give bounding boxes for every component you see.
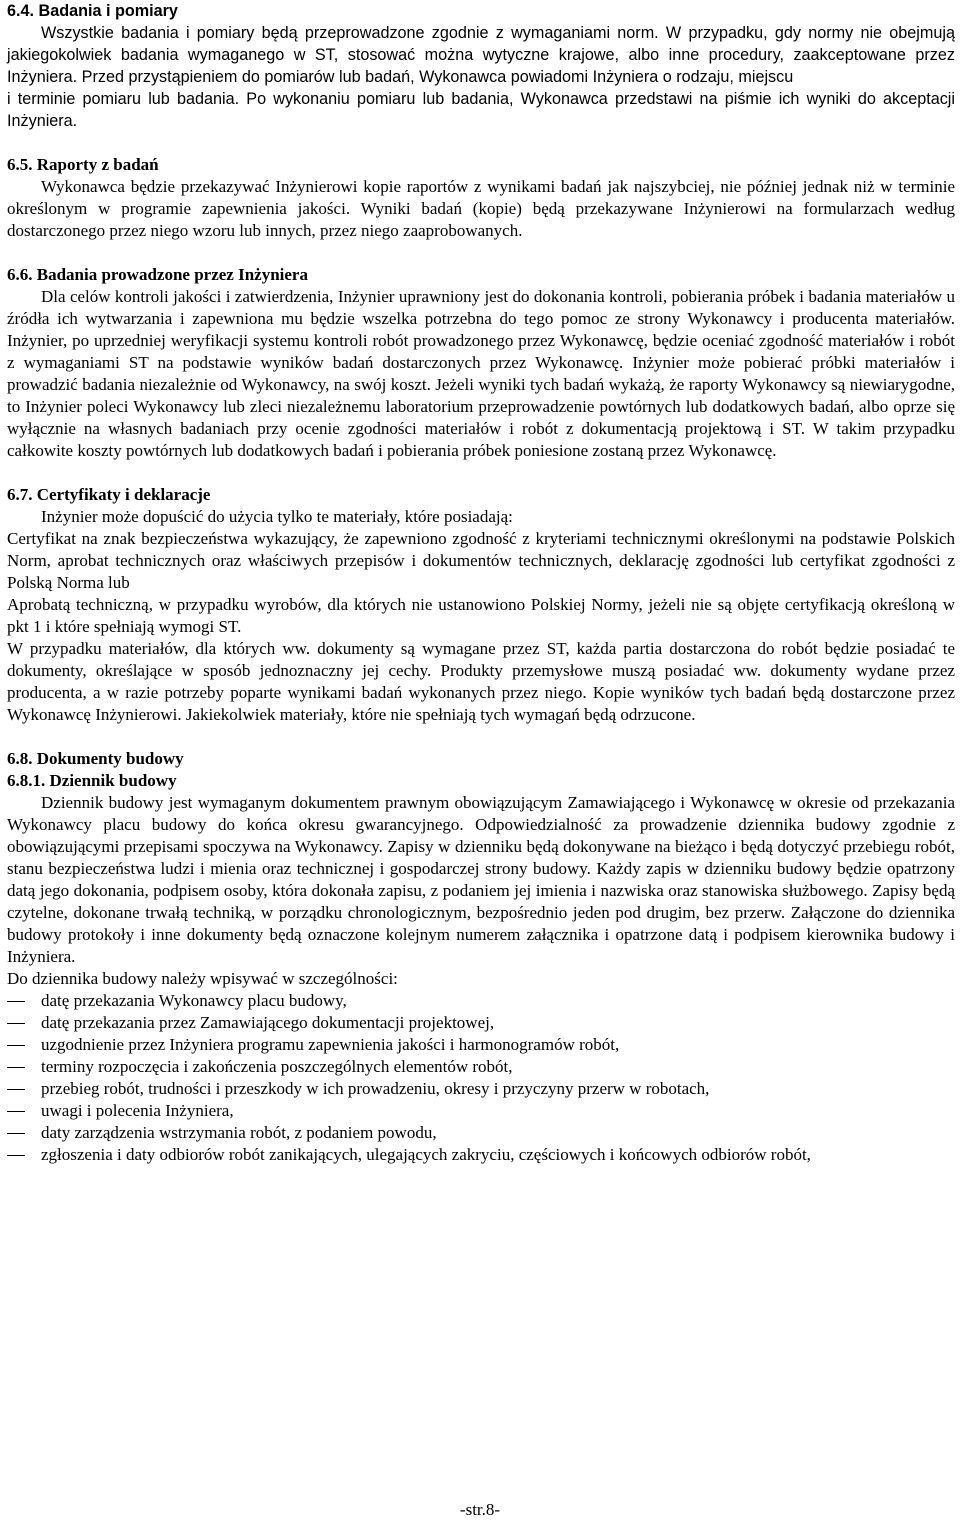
section-6-7-paragraph: W przypadku materiałów, dla których ww. dokumenty są wymagane przez ST, każda partia dostarczona do robót będzie posiadać te dokumenty, określające w sposób jednoznaczny jej cechy. Produkty przemysłowe muszą posiadać ww. dokumenty wydane przez producenta, a w razie potrzeby poparte wynikami badań wykonanych przez niego. Kopie wyników tych badań będą dostarczone przez Wykonawcę Inżynierowi. Jakiekolwiek materiały, które nie spełniają tych wymagań będą odrzucone. <box>7 639 955 724</box>
dash-icon <box>7 1133 25 1134</box>
section-6-8-1-heading: 6.8.1. Dziennik budowy <box>7 771 177 790</box>
section-6-8-1-list-intro: Do dziennika budowy należy wpisywać w szczególności: <box>7 969 398 988</box>
section-6-6-paragraph: Dla celów kontroli jakości i zatwierdzenia, Inżynier uprawniony jest do dokonania kontroli, pobierania próbek i badania materiałów u źródła ich wytwarzania i zapewniona mu będzie wszelka potrzebna do tego pomoc ze strony Wykonawcy i producenta materiałów. Inżynier, po uprzedniej weryfikacji systemu kontroli robót prowadzonego przez Wykonawcę, będzie oceniać zgodność materiałów i robót z wymaganiami ST na podstawie wyników badań dostarczonych przez Wykonawcę. Inżynier może pobierać próbki materiałów i prowadzić badania niezależnie od Wykonawcy, na swój koszt. Jeżeli wyniki tych badań wykażą, że raporty Wykonawcy są niewiarygodne, to Inżynier poleci Wykonawcy lub zleci niezależnemu laboratorium przeprowadzenie powtórnych lub dodatkowych badań, albo oprze się wyłącznie na własnych badaniach przy ocenie zgodności materiałów i robót z dokumentacją projektową i ST. W takim przypadku całkowite koszty powtórnych lub dodatkowych badań i pobierania próbek poniesione zostaną przez Wykonawcę. <box>7 287 955 460</box>
dash-icon <box>7 1089 25 1090</box>
dash-icon <box>7 1023 25 1024</box>
list-item: datę przekazania przez Zamawiającego dokumentacji projektowej, <box>7 1012 955 1034</box>
document-page <box>7 0 955 1166</box>
list-item: uzgodnienie przez Inżyniera programu zapewnienia jakości i harmonogramów robót, <box>7 1034 955 1056</box>
section-6-4-paragraph-continued: i terminie pomiaru lub badania. Po wykonaniu pomiaru lub badania, Wykonawca przedstawi na piśmie ich wyniki do akceptacji Inżyniera. <box>7 90 955 130</box>
page-number: -str.8- <box>459 1500 501 1519</box>
section-6-7-item-aprobata: Aprobatą techniczną, w przypadku wyrobów, dla których nie ustanowiono Polskiej Normy, jeżeli nie są objęte certyfikacją określoną w pkt 1 i które spełniają wymogi ST. <box>7 595 955 636</box>
list-item: daty zarządzenia wstrzymania robót, z podaniem powodu, <box>7 1122 955 1144</box>
dash-icon <box>7 1067 25 1068</box>
list-item: zgłoszenia i daty odbiorów robót zanikających, ulegających zakryciu, częściowych i końcowych odbiorów robót, <box>7 1144 955 1166</box>
section-6-4-paragraph: Wszystkie badania i pomiary będą przeprowadzone zgodnie z wymaganiami norm. W przypadku, gdy normy nie obejmują jakiegokolwiek badania wymaganego w ST, stosować można wytyczne krajowe, albo inne procedury, zaakceptowane przez Inżyniera. Przed przystąpieniem do pomiarów lub badań, Wykonawca powiadomi Inżyniera o rodzaju, miejscu <box>7 24 955 86</box>
section-6-4-heading: 6.4. Badania i pomiary <box>7 2 178 20</box>
list-item: datę przekazania Wykonawcy placu budowy, <box>7 990 955 1012</box>
section-6-7-intro: Inżynier może dopuścić do użycia tylko te materiały, które posiadają: <box>41 507 513 526</box>
section-6-7-item-certyfikat: Certyfikat na znak bezpieczeństwa wykazujący, że zapewniono zgodność z kryteriami technicznymi określonymi na podstawie Polskich Norm, aprobat technicznych oraz właściwych przepisów i dokumentów technicznych, deklarację zgodności lub certyfikat zgodności z Polską Norma lub <box>7 529 955 592</box>
dash-icon <box>7 1001 25 1002</box>
section-6-6-heading: 6.6. Badania prowadzone przez Inżyniera <box>7 265 308 284</box>
list-item: przebieg robót, trudności i przeszkody w ich prowadzeniu, okresy i przyczyny przerw w robotach, <box>7 1078 955 1100</box>
dash-icon <box>7 1045 25 1046</box>
section-6-5-heading: 6.5. Raporty z badań <box>7 155 159 174</box>
list-item: terminy rozpoczęcia i zakończenia poszczególnych elementów robót, <box>7 1056 955 1078</box>
list-item: uwagi i polecenia Inżyniera, <box>7 1100 955 1122</box>
dash-icon <box>7 1111 25 1112</box>
dash-icon <box>7 1155 25 1156</box>
section-6-5-paragraph: Wykonawca będzie przekazywać Inżynierowi kopie raportów z wynikami badań jak najszybciej, nie później jednak niż w terminie określonym w programie zapewnienia jakości. Wyniki badań (kopie) będą przekazywane Inżynierowi na formularzach według dostarczonego przez niego wzoru lub innych, przez niego zaaprobowanych. <box>7 177 955 240</box>
diary-entries-list <box>7 990 955 1166</box>
section-6-8-heading: 6.8. Dokumenty budowy <box>7 749 184 768</box>
section-6-7-heading: 6.7. Certyfikaty i deklaracje <box>7 485 211 504</box>
section-6-8-1-paragraph: Dziennik budowy jest wymaganym dokumentem prawnym obowiązującym Zamawiającego i Wykonawcę w okresie od przekazania Wykonawcy placu budowy do końca okresu gwarancyjnego. Odpowiedzialność za prowadzenie dziennika budowy zgodnie z obowiązującymi przepisami spoczywa na Wykonawcy. Zapisy w dzienniku będą dokonywane na bieżąco i będą dotyczyć przebiegu robót, stanu bezpieczeństwa ludzi i mienia oraz technicznej i gospodarczej strony budowy. Każdy zapis w dzienniku budowy będzie opatrzony datą jego dokonania, podpisem osoby, która dokonała zapisu, z podaniem jej imienia i nazwiska oraz stanowiska służbowego. Zapisy będą czytelne, dokonane trwałą techniką, w porządku chronologicznym, bezpośrednio jeden pod drugim, bez przerw. Załączone do dziennika budowy protokoły i inne dokumenty będą oznaczone kolejnym numerem załącznika i opatrzone datą i podpisem kierownika budowy i Inżyniera. <box>7 793 955 966</box>
